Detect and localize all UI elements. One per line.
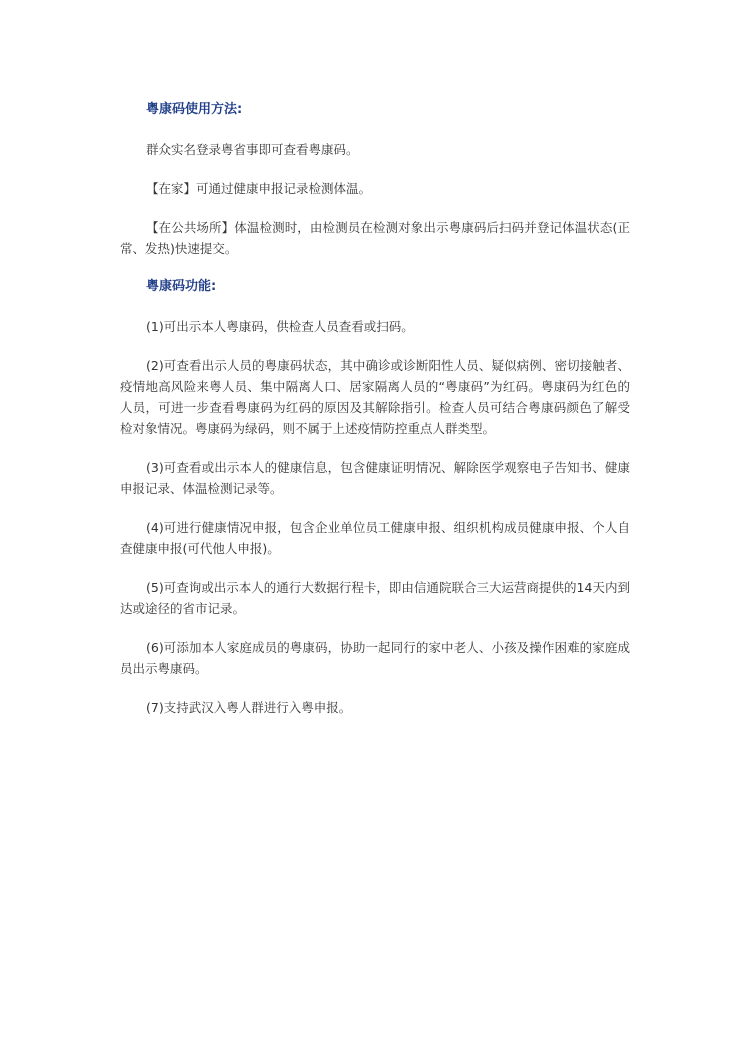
section-heading-functions: 粤康码功能:	[146, 279, 217, 294]
section-functions	[120, 277, 630, 718]
list-item: (5)可查询或出示本人的通行大数据行程卡，即由信通院联合三大运营商提供的14天内到达或途径的省市记录。	[120, 580, 630, 616]
list-item: (2)可查看出示人员的粤康码状态，其中确诊或诊断阳性人员、疑似病例、密切接触者、疫情地高风险来粤人员、集中隔离人口、居家隔离人员的“粤康码”为红码。粤康码为红色的人员，可进一步查看粤康码为红码的原因及其解除指引。检查人员可结合粤康码颜色了解受检对象情况。粤康码为绿码，则不属于上述疫情防控重点人群类型。	[120, 358, 630, 436]
list-item: (3)可查看或出示本人的健康信息，包含健康证明情况、解除医学观察电子告知书、健康申报记录、体温检测记录等。	[120, 460, 630, 496]
paragraph: 【在公共场所】体温检测时，由检测员在检测对象出示粤康码后扫码并登记体温状态(正常、发热)快速提交。	[120, 220, 630, 256]
list-item: (1)可出示本人粤康码，供检查人员查看或扫码。	[146, 319, 414, 334]
section-usage	[120, 100, 630, 259]
list-item: (7)支持武汉入粤人群进行入粤申报。	[146, 700, 352, 715]
paragraph: 群众实名登录粤省事即可查看粤康码。	[146, 142, 359, 157]
list-item: (6)可添加本人家庭成员的粤康码，协助一起同行的家中老人、小孩及操作困难的家庭成员出示粤康码。	[120, 640, 630, 676]
paragraph: 【在家】可通过健康申报记录检测体温。	[146, 181, 372, 196]
list-item: (4)可进行健康情况申报，包含企业单位员工健康申报、组织机构成员健康申报、个人自查健康申报(可代他人申报)。	[120, 520, 630, 556]
document-content	[120, 100, 630, 736]
section-heading-usage: 粤康码使用方法:	[146, 102, 243, 117]
